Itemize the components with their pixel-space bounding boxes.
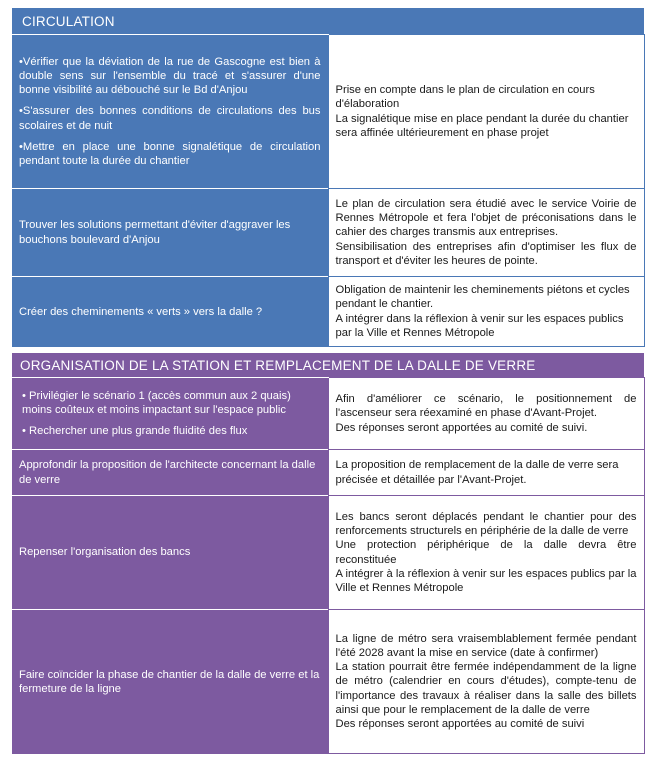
response-cell [328,378,644,450]
request-cell [12,378,328,450]
request-bullet: •S'assurer des bonnes conditions de circulations des bus scolaires et de nuit [19,105,321,132]
response-text: Obligation de maintenir les cheminements piétons et cycles pendant le chantier. [335,284,630,311]
request-cell [12,189,328,277]
response-text: Sensibilisation des entreprises afin d'optimiser les flux de transport et d'éviter les heures de pointe. [335,240,637,267]
request-cell [12,35,328,189]
request-bullet: •Vérifier que la déviation de la rue de Gascogne est bien à double sens sur l'ensemble du tracé et s'assurer d'une bonne visibilité au débouché sur le Bd d'Anjou [19,55,321,97]
response-cell [328,496,644,610]
response-text: Prise en compte dans le plan de circulation en cours d'élaboration [335,84,595,111]
response-text: A intégrer à la réflexion à venir sur les espaces publics par la Ville et Rennes Métropole [335,567,637,594]
request-cell [12,610,328,754]
response-text: Des réponses seront apportées au comité de suivi. [335,421,588,434]
table-row [12,496,644,610]
section-station [12,353,644,754]
request-bullet: •Mettre en place une bonne signalétique de circulation pendant toute la durée du chantier [19,140,321,167]
request-cell [12,277,328,347]
section-title-text: CIRCULATION [22,13,115,29]
response-cell [328,35,644,189]
response-text: Des réponses seront apportées au comité de suivi [335,718,585,730]
response-text: La proposition de remplacement de la dalle de verre sera précisée et détaillée par l'Avant-Projet. [335,459,619,486]
table-row [12,450,644,496]
response-text: Afin d'améliorer ce scénario, le positionnement de l'ascenseur sera réexaminé en phase d'Avant-Projet. [335,393,637,420]
section-title-text: ORGANISATION DE LA STATION ET REMPLACEMENT DE LA DALLE DE VERRE [20,357,536,373]
request-cell [12,496,328,610]
table-row [12,610,644,754]
circulation-table [12,34,645,347]
request-bullet: • Rechercher une plus grande fluidité des flux [22,425,248,438]
response-cell [328,189,644,277]
request-cell [12,450,328,496]
table-row [12,35,644,189]
request-text: Approfondir la proposition de l'architecte concernant la dalle de verre [19,459,316,486]
request-bullet: • Privilégier le scénario 1 (accès commun aux 2 quais) moins coûteux et moins impactant sur l'espace public [22,389,291,416]
station-table [12,377,645,754]
request-text: Faire coïncider la phase de chantier de la dalle de verre et la fermeture de la ligne [19,668,320,695]
request-text: Créer des cheminements « verts » vers la dalle ? [19,305,263,318]
section-title [12,8,644,34]
request-text: Repenser l'organisation des bancs [19,546,191,559]
response-cell [328,277,644,347]
response-text: Les bancs seront déplacés pendant le chantier pour des renforcements structurels en périphérie de la dalle de verre [335,510,637,538]
response-text: La ligne de métro sera vraisemblablement fermée pendant l'été 2028 avant la mise en service (date à confirmer) [335,632,637,659]
section-title [12,353,644,377]
response-text: Une protection périphérique de la dalle devra être reconstituée [335,539,637,566]
response-cell [328,610,644,754]
section-circulation [12,8,644,347]
table-row [12,277,644,347]
response-text: La signalétique mise en place pendant la durée du chantier sera affinée ultérieurement en phase projet [335,112,629,139]
response-text: La station pourrait être fermée indépendamment de la ligne de métro (calendrier en cours d'études), compte-tenu de l'importance des travaux à réaliser dans la salle des billets ainsi que pour le remplacement de la dalle de verre [335,661,637,716]
request-text: Trouver les solutions permettant d'éviter d'aggraver les bouchons boulevard d'Anjou [19,219,291,246]
table-row [12,378,644,450]
response-text: Le plan de circulation sera étudié avec le service Voirie de Rennes Métropole et fera l'objet de préconisations dans le cahier des charges transmis aux entreprises. [335,197,637,239]
table-row [12,189,644,277]
response-cell [328,450,644,496]
response-text: A intégrer dans la réflexion à venir sur les espaces publics par la Ville et Rennes Métropole [335,312,624,339]
